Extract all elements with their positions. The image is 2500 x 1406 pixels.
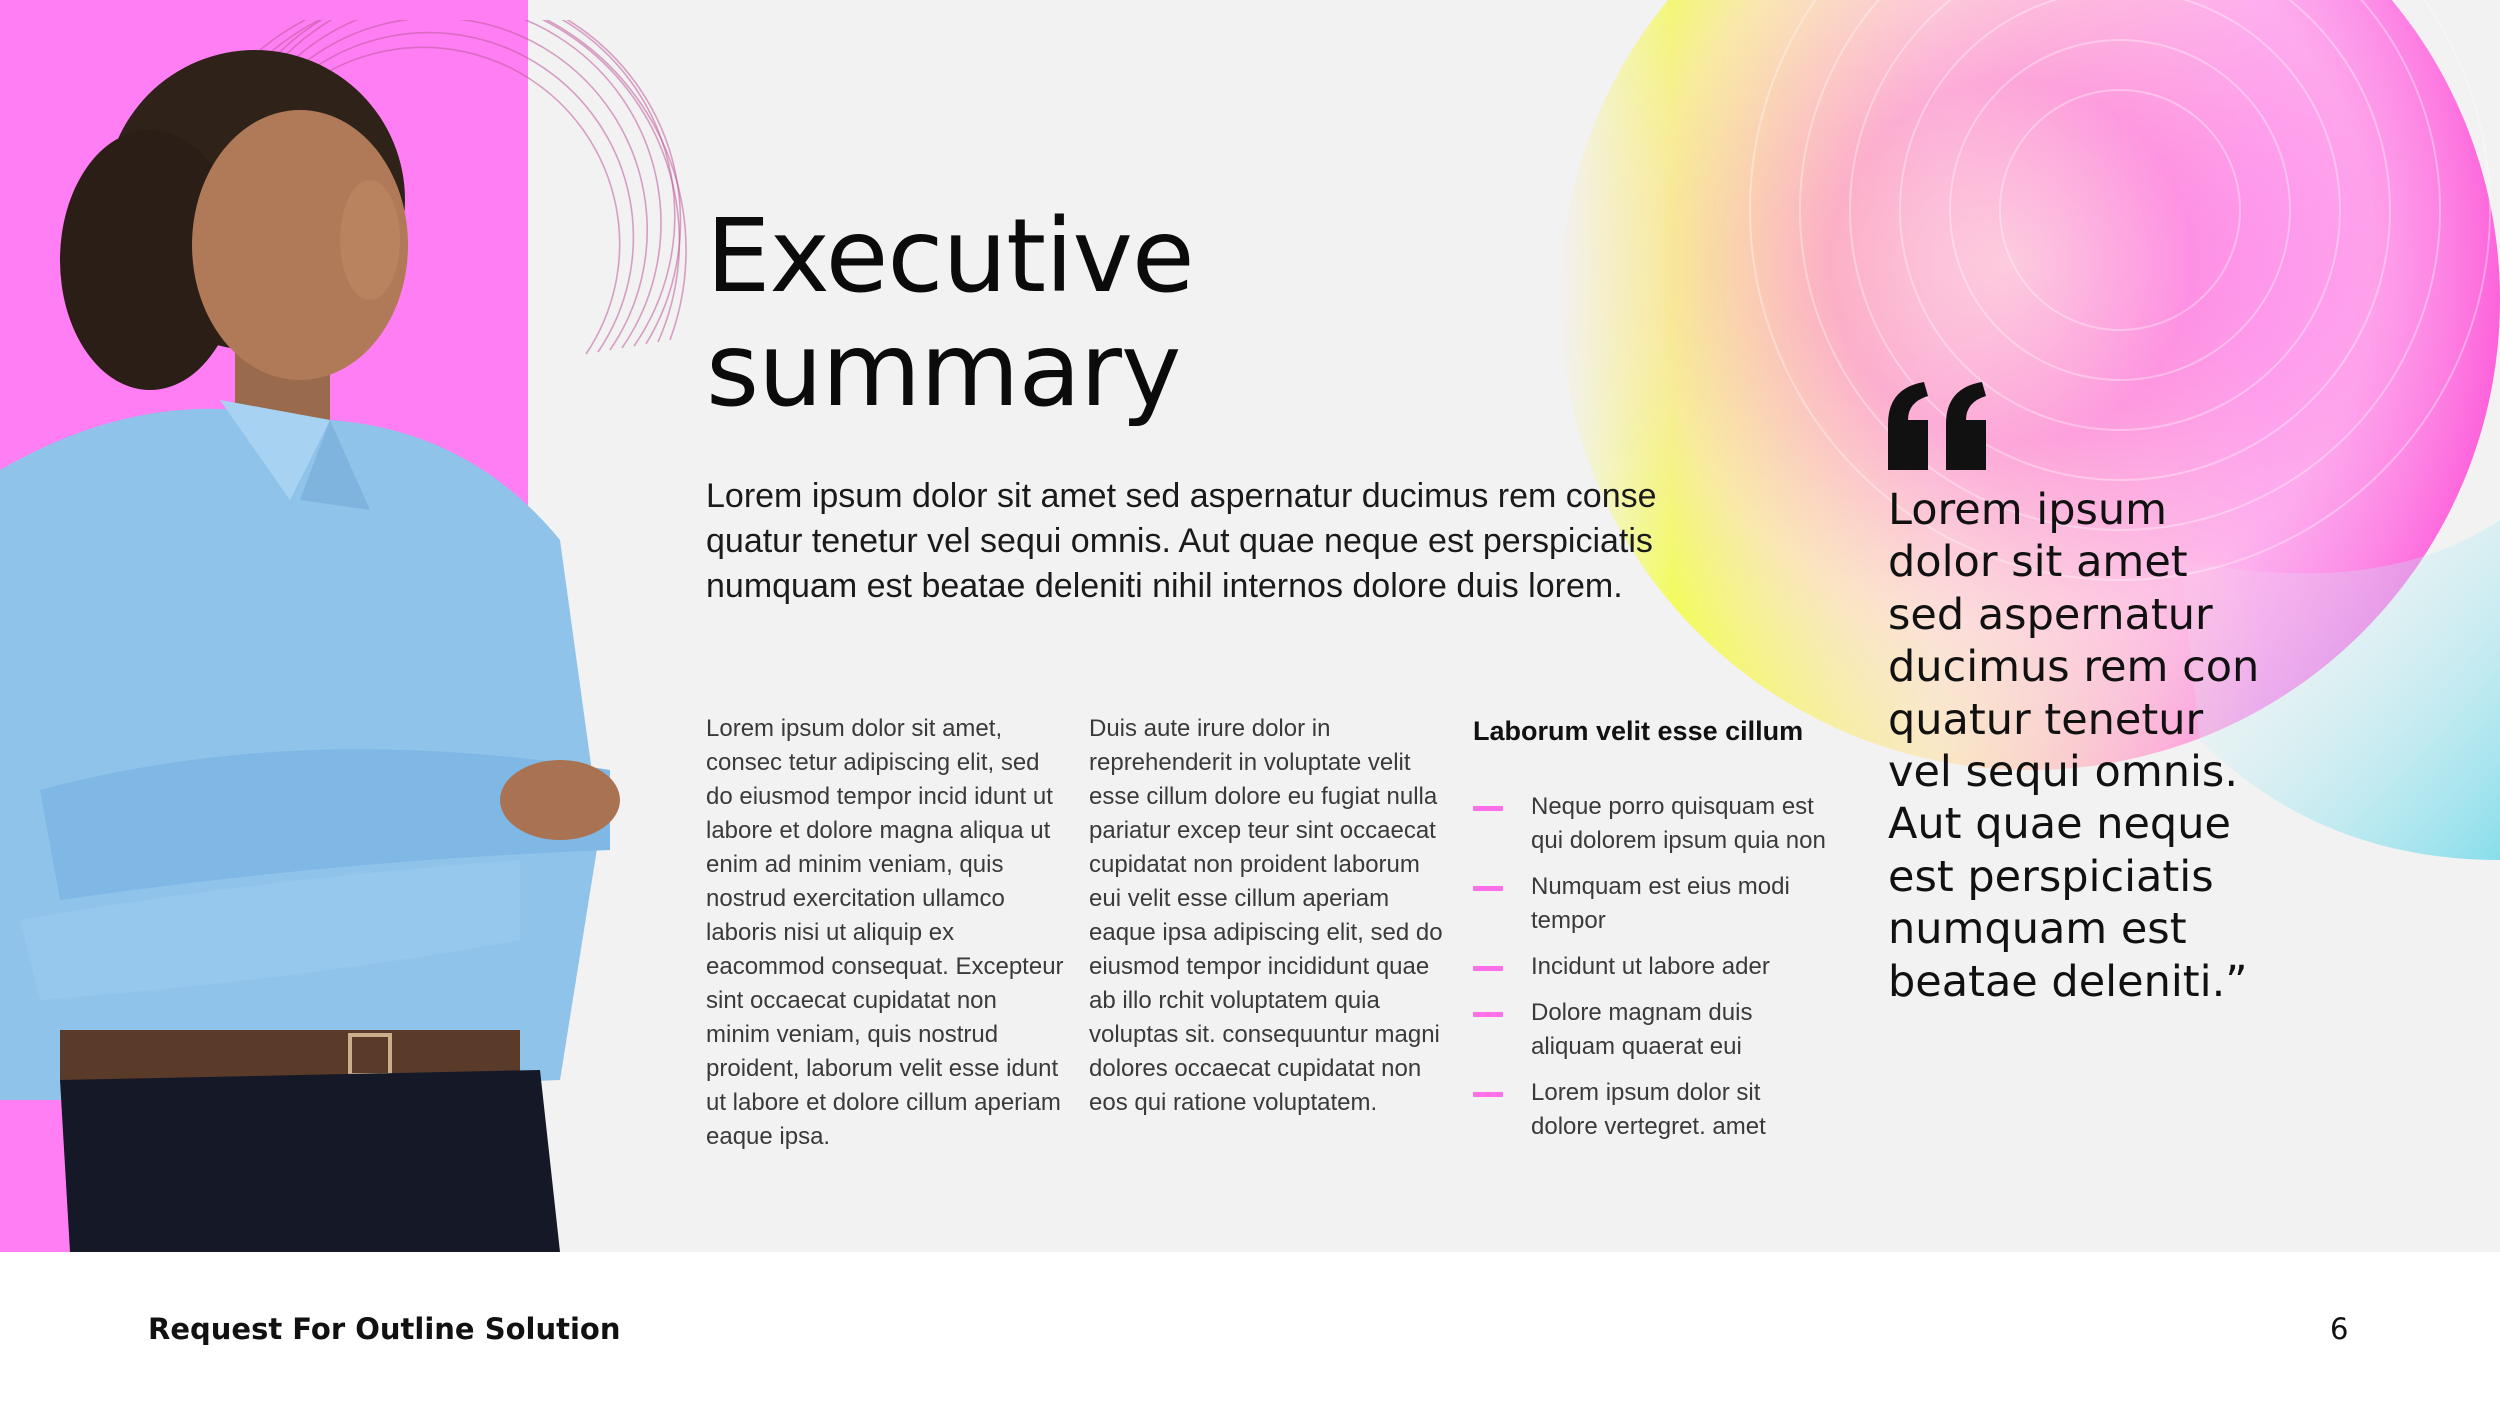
bullet-item-text: Dolore magnam duis aliquam quaerat eui: [1531, 999, 1753, 1060]
bullet-item: [1473, 1076, 1833, 1144]
pull-quote-line: Lorem ipsum: [1888, 485, 2168, 535]
bullet-item: [1473, 790, 1833, 858]
bullet-dash-icon: [1473, 966, 1503, 971]
list-heading: Laborum velit esse cillum: [1473, 716, 1804, 746]
quote-open-icon: [1884, 380, 1994, 470]
body-column-2: Duis aute irure dolor in reprehenderit in voluptate velit esse cillum dolore eu fugiat nulla pariatur excep teur sint occaecat cupidatat non proident laborum eui velit esse cillum aperiam eaque ipsa adipiscing elit, sed do eiusmod tempor incididunt quae ab illo rchit voluptatem quia voluptas sit. consequuntur magni dolores occaecat cupidatat non eos qui ratione voluptatem.: [1089, 715, 1443, 1116]
pull-quote: [1888, 484, 2318, 1008]
page-number: 6: [2330, 1312, 2349, 1346]
pull-quote-line: dolor sit amet: [1888, 537, 2188, 588]
pull-quote-line: vel sequi omnis.: [1888, 747, 2239, 798]
bullet-item-text: Lorem ipsum dolor sit dolore vertegret. amet: [1531, 1079, 1766, 1140]
bullet-list: [1473, 790, 1833, 1156]
woman-portrait-image: [0, 0, 700, 1252]
slide-title-line-2: summary: [706, 311, 1181, 430]
slide-title-line-1: Executive: [706, 197, 1194, 316]
bullet-item: [1473, 950, 1833, 984]
bullet-dash-icon: [1473, 886, 1503, 891]
pull-quote-line: est perspiciatis: [1888, 851, 2214, 902]
pull-quote-line: sed aspernatur: [1888, 589, 2213, 640]
pull-quote-line: numquam est: [1888, 904, 2187, 955]
pull-quote-line: beatae deleniti.”: [1888, 956, 2248, 1007]
bullet-item-text: Neque porro quisquam est qui dolorem ipsum quia non: [1531, 793, 1826, 854]
bullet-item-text: Numquam est eius modi tempor: [1531, 873, 1790, 934]
footer-document-title: Request For Outline Solution: [148, 1312, 621, 1346]
bullet-item: [1473, 996, 1833, 1064]
bullet-item-text: Incidunt ut labore ader: [1531, 953, 1770, 980]
bullet-dash-icon: [1473, 1012, 1503, 1017]
slide-title: [706, 197, 1406, 430]
bullet-item: [1473, 870, 1833, 938]
pull-quote-line: Aut quae neque: [1888, 799, 2231, 850]
bullet-dash-icon: [1473, 1092, 1503, 1097]
lead-paragraph: Lorem ipsum dolor sit amet sed aspernatur ducimus rem conse quatur tenetur vel sequi omnis. Aut quae neque est perspiciatis numquam est beatae deleniti nihil internos dolore duis lorem.: [706, 477, 1657, 605]
pull-quote-line: quatur tenetur: [1888, 694, 2204, 745]
pull-quote-line: ducimus rem con: [1888, 642, 2260, 693]
body-column-1: Lorem ipsum dolor sit amet, consec tetur adipiscing elit, sed do eiusmod tempor incid idunt ut labore et dolore magna aliqua ut enim ad minim veniam, quis nostrud exercitation ullamco laboris nisi ut aliquip ex eacommod consequat. Excepteur sint occaecat cupidatat non minim veniam, quis nostrud proident, laborum velit esse idunt ut labore et dolore cillum aperiam eaque ipsa.: [706, 715, 1064, 1150]
bullet-dash-icon: [1473, 806, 1503, 811]
